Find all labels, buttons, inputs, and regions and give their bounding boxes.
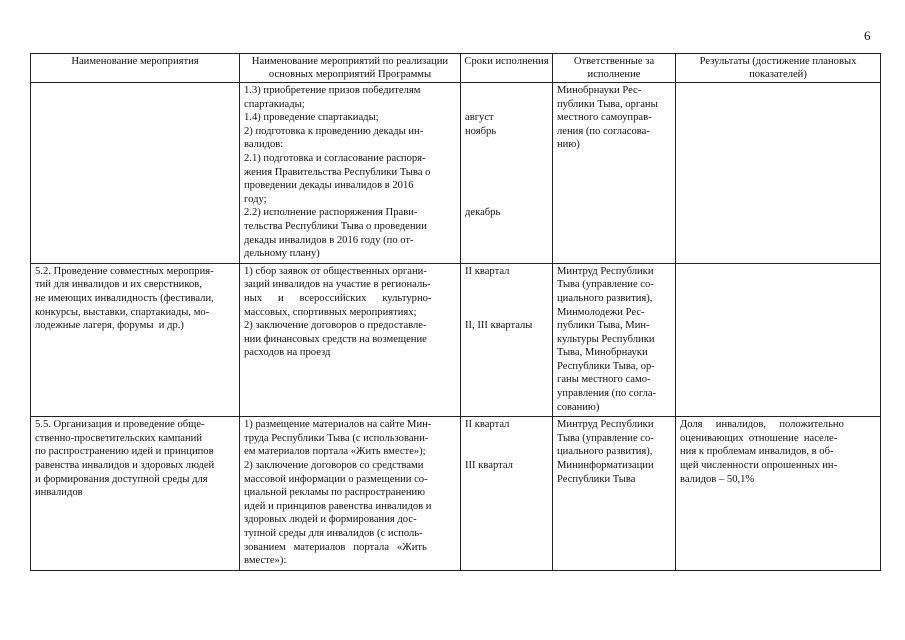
responsible-line: циального развития), bbox=[557, 446, 653, 458]
event-line: тий для инвалидов и их сверстников, bbox=[35, 279, 202, 291]
activity-line: декады инвалидов в 2016 году (по от- bbox=[244, 234, 414, 246]
activity-line: 1) сбор заявок от общественных органи- bbox=[244, 265, 427, 277]
activities-cell bbox=[240, 83, 461, 264]
event-line: равенства инвалидов и здоровых людей bbox=[35, 460, 215, 472]
activity-line: нии финансовых средств на возмещение bbox=[244, 333, 427, 345]
event-line: по распространению идей и принципов bbox=[35, 446, 214, 458]
responsible-line: Мининформатизации bbox=[557, 460, 654, 472]
responsible-line: местного самоуправ- bbox=[557, 112, 652, 124]
activity-line: спартакиады; bbox=[244, 98, 305, 110]
term-text: ноябрь bbox=[465, 125, 497, 137]
terms-cell bbox=[461, 417, 553, 571]
event-line: 5.5. Организация и проведение обще- bbox=[35, 419, 205, 431]
table-row bbox=[31, 417, 881, 571]
responsible-line: Минтруд Республики bbox=[557, 265, 654, 277]
page-number: 6 bbox=[864, 28, 871, 43]
event-line: и формирования доступной среды для bbox=[35, 473, 208, 485]
activity-line: тупной среды для инвалидов (с исполь- bbox=[244, 528, 423, 539]
activity-line: массовых, спортивных мероприятиях; bbox=[244, 306, 417, 318]
activity-line: 2) заключение договоров о предоставле- bbox=[244, 320, 427, 332]
term-text: II квартал bbox=[465, 419, 510, 431]
activity-line: вместе»): bbox=[244, 555, 287, 567]
document-table bbox=[30, 53, 881, 571]
result-line: ния к проблемам инвалидов, в об- bbox=[680, 446, 834, 458]
activity-line: 1) размещение материалов на сайте Мин- bbox=[244, 419, 432, 431]
result-line: валидов – 50,1% bbox=[680, 473, 755, 485]
responsible-line: нию) bbox=[557, 139, 580, 151]
responsible-line: Тыва (управление со- bbox=[557, 432, 654, 444]
header-responsible: Ответственные за исполнение bbox=[553, 54, 676, 83]
term-text: август bbox=[465, 112, 494, 124]
term-text: III квартал bbox=[465, 460, 513, 472]
result-line: Доля инвалидов, положительно bbox=[680, 419, 844, 431]
responsible-line: Тыва, Минобрнауки bbox=[557, 347, 648, 359]
activity-line: тельства Республики Тыва о проведении bbox=[244, 220, 427, 232]
activities-cell bbox=[240, 263, 461, 417]
responsible-line: культуры Республики bbox=[557, 333, 655, 345]
event-cell bbox=[31, 417, 240, 571]
term-text: декабрь bbox=[465, 207, 501, 219]
activity-line: 1.3) приобретение призов победителям bbox=[244, 85, 421, 96]
result-line: оценивающих отношение населе- bbox=[680, 432, 838, 444]
activity-line: массовой информации о размещении со- bbox=[244, 473, 428, 485]
results-cell bbox=[676, 417, 881, 571]
responsible-line: ления (по согласова- bbox=[557, 125, 650, 137]
event-line: лодежные лагеря, форумы и др.) bbox=[35, 320, 184, 332]
table-row bbox=[31, 263, 881, 417]
activity-line: 2.2) исполнение распоряжения Прави- bbox=[244, 207, 418, 219]
table-header-row bbox=[31, 54, 881, 83]
activity-line: 2.1) подготовка и согласование распоря- bbox=[244, 152, 426, 164]
activity-line: здоровых людей и формирования дос- bbox=[244, 514, 417, 526]
responsible-line: Минтруд Республики bbox=[557, 419, 654, 431]
event-cell bbox=[31, 263, 240, 417]
activity-line: дельному плану) bbox=[244, 248, 320, 260]
activity-line: зованием материалов портала «Жить bbox=[244, 541, 427, 553]
header-activities: Наименование мероприятий по реализации основных мероприятий Программы bbox=[240, 54, 461, 83]
event-line: инвалидов bbox=[35, 487, 83, 499]
responsible-line: Минобрнауки Рес- bbox=[557, 85, 642, 96]
activity-line: труда Республики Тыва (с использовани- bbox=[244, 432, 429, 444]
result-line: щей численности опрошенных ин- bbox=[680, 460, 838, 472]
responsible-line: Минмолодежи Рес- bbox=[557, 306, 645, 318]
term-text: II квартал bbox=[465, 265, 510, 277]
activity-line: ем материалов портала «Жить вместе»); bbox=[244, 446, 426, 458]
activity-line: заций инвалидов на участие в региональ- bbox=[244, 279, 431, 291]
activity-line: проведении декады инвалидов в 2016 bbox=[244, 180, 414, 192]
responsible-line: Тыва (управление со- bbox=[557, 279, 654, 291]
event-line: не имеющих инвалидность (фестивали, bbox=[35, 292, 214, 304]
activity-line: валидов: bbox=[244, 139, 284, 151]
responsible-line: публики Тыва, Мин- bbox=[557, 320, 650, 332]
responsible-line: Республики Тыва bbox=[557, 473, 636, 485]
results-cell bbox=[676, 83, 881, 264]
responsible-line: управления (по согла- bbox=[557, 388, 657, 400]
activities-cell bbox=[240, 417, 461, 571]
event-line: ственно-просветительских кампаний bbox=[35, 432, 202, 444]
header-results: Результаты (достижение плановых показателей) bbox=[676, 54, 881, 83]
event-line: конкурсы, выставки, спартакиады, мо- bbox=[35, 306, 210, 318]
activity-line: 2) заключение договоров со средствами bbox=[244, 460, 424, 472]
results-cell bbox=[676, 263, 881, 417]
event-cell bbox=[31, 83, 240, 264]
responsible-cell bbox=[553, 83, 676, 264]
activity-line: 2) подготовка к проведению декады ин- bbox=[244, 125, 424, 137]
activity-line: году; bbox=[244, 193, 267, 205]
terms-cell bbox=[461, 83, 553, 264]
header-terms: Сроки исполнения bbox=[461, 54, 553, 83]
responsible-cell bbox=[553, 263, 676, 417]
term-text: II, III кварталы bbox=[465, 320, 533, 332]
activity-line: расходов на проезд bbox=[244, 347, 331, 359]
activity-line: циальной рекламы по распространению bbox=[244, 487, 426, 499]
responsible-line: публики Тыва, органы bbox=[557, 98, 658, 110]
responsible-line: Республики Тыва, ор- bbox=[557, 360, 655, 372]
event-line: 5.2. Проведение совместных мероприя- bbox=[35, 265, 214, 277]
responsible-cell bbox=[553, 417, 676, 571]
activity-line: ных и всероссийских культурно- bbox=[244, 292, 432, 304]
responsible-line: ганы местного само- bbox=[557, 374, 651, 386]
activity-line: 1.4) проведение спартакиады; bbox=[244, 112, 379, 124]
activity-line: идей и принципов равенства инвалидов и bbox=[244, 500, 432, 512]
activity-line: жения Правительства Республики Тыва о bbox=[244, 166, 431, 178]
terms-cell bbox=[461, 263, 553, 417]
responsible-line: циального развития), bbox=[557, 292, 653, 304]
header-event-name: Наименование мероприятия bbox=[31, 54, 240, 83]
table-row bbox=[31, 83, 881, 264]
responsible-line: сованию) bbox=[557, 401, 600, 413]
